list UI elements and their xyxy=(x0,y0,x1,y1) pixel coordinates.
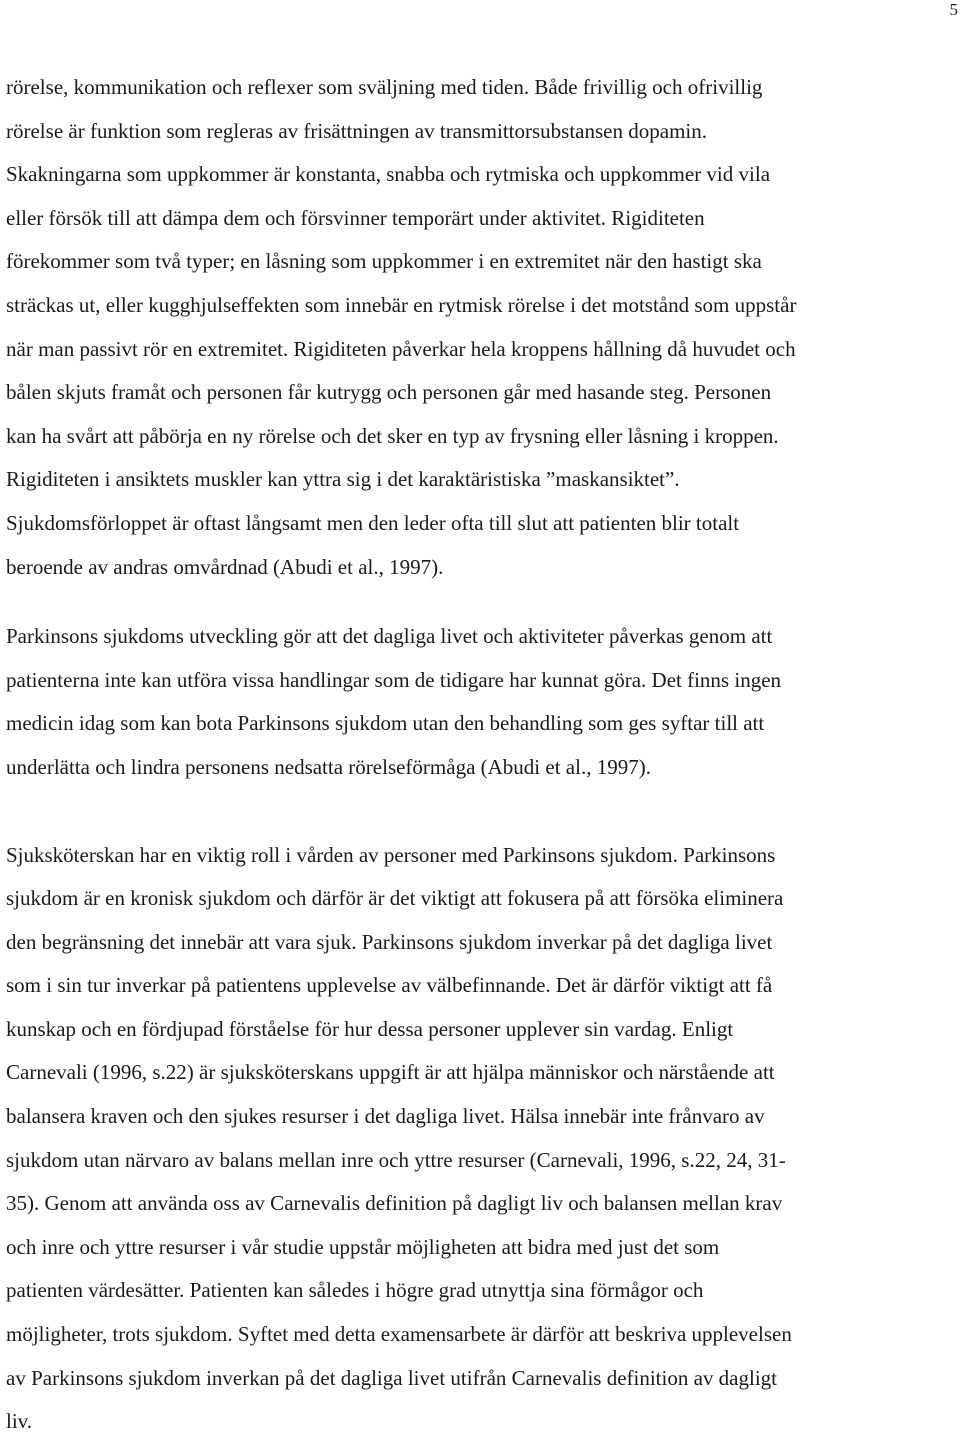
text-line: kan ha svårt att påbörja en ny rörelse och det sker en typ av frysning eller låsning i kroppen. xyxy=(6,423,779,448)
text-line: patienterna inte kan utföra vissa handlingar som de tidigare har kunnat göra. Det finns ingen xyxy=(6,667,782,692)
paragraph-1 xyxy=(6,66,956,589)
text-line: patienten värdesätter. Patienten kan således i högre grad utnyttja sina förmågor och xyxy=(6,1278,704,1303)
page-number: 5 xyxy=(949,0,958,19)
text-line: den begränsning det innebär att vara sjuk. Parkinsons sjukdom inverkar på det dagliga livet xyxy=(6,929,773,954)
paragraph-2 xyxy=(6,615,956,789)
text-line: eller försök till att dämpa dem och försvinner temporärt under aktivitet. Rigiditeten xyxy=(6,205,705,230)
text-line: liv. xyxy=(6,1409,33,1434)
text-line: av Parkinsons sjukdom inverkan på det dagliga livet utifrån Carnevalis definition av dagligt xyxy=(6,1365,777,1390)
paragraph-3 xyxy=(6,834,956,1444)
text-line: som i sin tur inverkar på patientens upplevelse av välbefinnande. Det är därför viktigt att få xyxy=(6,973,773,998)
text-line: Sjukdomsförloppet är oftast långsamt men den leder ofta till slut att patienten blir totalt xyxy=(6,510,740,535)
text-line: sjukdom utan närvaro av balans mellan inre och yttre resurser (Carnevali, 1996, s.22, 24, 31- xyxy=(6,1147,786,1172)
text-line: Parkinsons sjukdoms utveckling gör att det dagliga livet och aktiviteter påverkas genom att xyxy=(6,624,773,649)
text-line: 35). Genom att använda oss av Carnevalis definition på dagligt liv och balansen mellan krav xyxy=(6,1191,783,1216)
text-line: när man passivt rör en extremitet. Rigiditeten påverkar hela kroppens hållning då huvudet och xyxy=(6,336,796,361)
text-line: medicin idag som kan bota Parkinsons sjukdom utan den behandling som ges syftar till att xyxy=(6,711,765,736)
text-line: Rigiditeten i ansiktets muskler kan yttra sig i det karaktäristiska ”maskansiktet”. xyxy=(6,467,680,492)
text-line: möjligheter, trots sjukdom. Syftet med detta examensarbete är därför att beskriva upplevelsen xyxy=(6,1322,792,1347)
text-line: förekommer som två typer; en låsning som uppkommer i en extremitet när den hastigt ska xyxy=(6,249,762,274)
text-line: rörelse, kommunikation och reflexer som sväljning med tiden. Både frivillig och ofrivillig xyxy=(6,75,763,99)
paragraph-spacer xyxy=(6,790,956,834)
text-line: kunskap och en fördjupad förståelse för hur dessa personer upplever sin vardag. Enligt xyxy=(6,1016,734,1041)
text-line: underlätta och lindra personens nedsatta rörelseförmåga (Abudi et al., 1997). xyxy=(6,754,651,779)
text-line: Skakningarna som uppkommer är konstanta, snabba och rytmiska och uppkommer vid vila xyxy=(6,162,771,187)
text-line: beroende av andras omvårdnad (Abudi et al., 1997). xyxy=(6,554,444,579)
text-line: bålen skjuts framåt och personen får kutrygg och personen går med hasande steg. Personen xyxy=(6,380,772,405)
paragraph-spacer xyxy=(6,589,956,615)
text-line: Sjuksköterskan har en viktig roll i vården av personer med Parkinsons sjukdom. Parkinsons xyxy=(6,842,776,867)
body-text xyxy=(6,66,956,1444)
text-line: och inre och yttre resurser i vår studie uppstår möjligheten att bidra med just det som xyxy=(6,1234,720,1259)
text-line: sträckas ut, eller kugghjulseffekten som innebär en rytmisk rörelse i det motstånd som uppstår xyxy=(6,292,797,317)
text-line: sjukdom är en kronisk sjukdom och därför är det viktigt att fokusera på att försöka eliminera xyxy=(6,886,784,911)
text-line: rörelse är funktion som regleras av frisättningen av transmittorsubstansen dopamin. xyxy=(6,118,707,143)
text-line: balansera kraven och den sjukes resurser i det dagliga livet. Hälsa innebär inte frånvaro av xyxy=(6,1104,765,1129)
text-line: Carnevali (1996, s.22) är sjuksköterskans uppgift är att hjälpa människor och närstående att xyxy=(6,1060,775,1085)
